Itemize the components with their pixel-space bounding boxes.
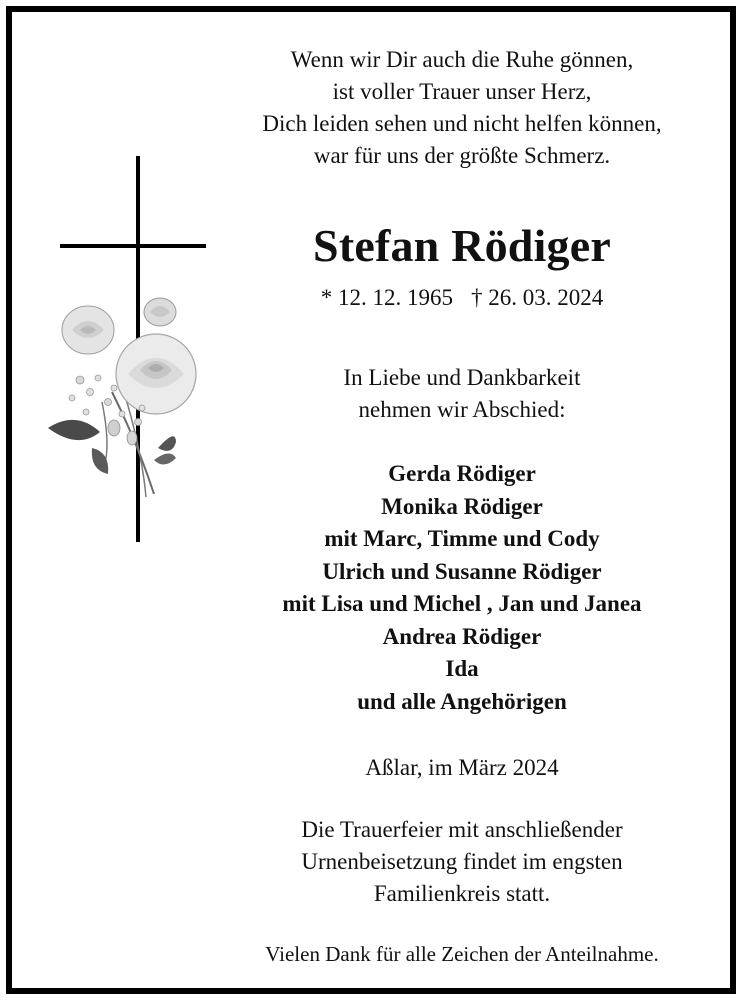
ceremony-note bbox=[202, 814, 722, 910]
mourner-line: mit Lisa und Michel , Jan und Janea bbox=[282, 591, 642, 616]
thanks-note: Vielen Dank für alle Zeichen der Anteilnahme. bbox=[265, 942, 659, 966]
poem-line: ist voller Trauer unser Herz, bbox=[332, 79, 592, 104]
obituary-frame bbox=[6, 6, 736, 994]
poem-line: Dich leiden sehen und nicht helfen können, bbox=[262, 111, 662, 136]
mourner-line: Ida bbox=[445, 656, 479, 681]
life-dates bbox=[202, 280, 722, 316]
intro-line: In Liebe und Dankbarkeit bbox=[343, 365, 581, 390]
cross-with-roses bbox=[42, 152, 222, 552]
mourner-line: mit Marc, Timme und Cody bbox=[324, 526, 600, 551]
mourner-line: Gerda Rödiger bbox=[388, 461, 536, 486]
ceremony-line: Familienkreis statt. bbox=[373, 881, 551, 906]
rose-bouquet-icon bbox=[48, 298, 196, 497]
death-date: † 26. 03. 2024 bbox=[471, 285, 604, 310]
mourner-line: Monika Rödiger bbox=[381, 493, 543, 519]
place-date: Aßlar, im März 2024 bbox=[365, 755, 559, 780]
ceremony-line: Die Trauerfeier mit anschließender bbox=[301, 817, 623, 842]
deceased-name: Stefan Rödiger bbox=[313, 220, 611, 271]
mourner-line: Ulrich und Susanne Rödiger bbox=[322, 558, 602, 584]
mourners-list bbox=[202, 458, 722, 718]
mourner-line: und alle Angehörigen bbox=[357, 688, 567, 714]
poem-line: Wenn wir Dir auch die Ruhe gönnen, bbox=[290, 47, 634, 72]
poem bbox=[202, 44, 722, 172]
ceremony-line: Urnenbeisetzung findet im engsten bbox=[301, 849, 623, 874]
mourner-line: Andrea Rödiger bbox=[382, 623, 542, 649]
poem-line: war für uns der größte Schmerz. bbox=[313, 143, 611, 168]
intro-line: nehmen wir Abschied: bbox=[358, 397, 566, 422]
birth-date: * 12. 12. 1965 bbox=[320, 285, 453, 310]
farewell-intro bbox=[202, 362, 722, 426]
